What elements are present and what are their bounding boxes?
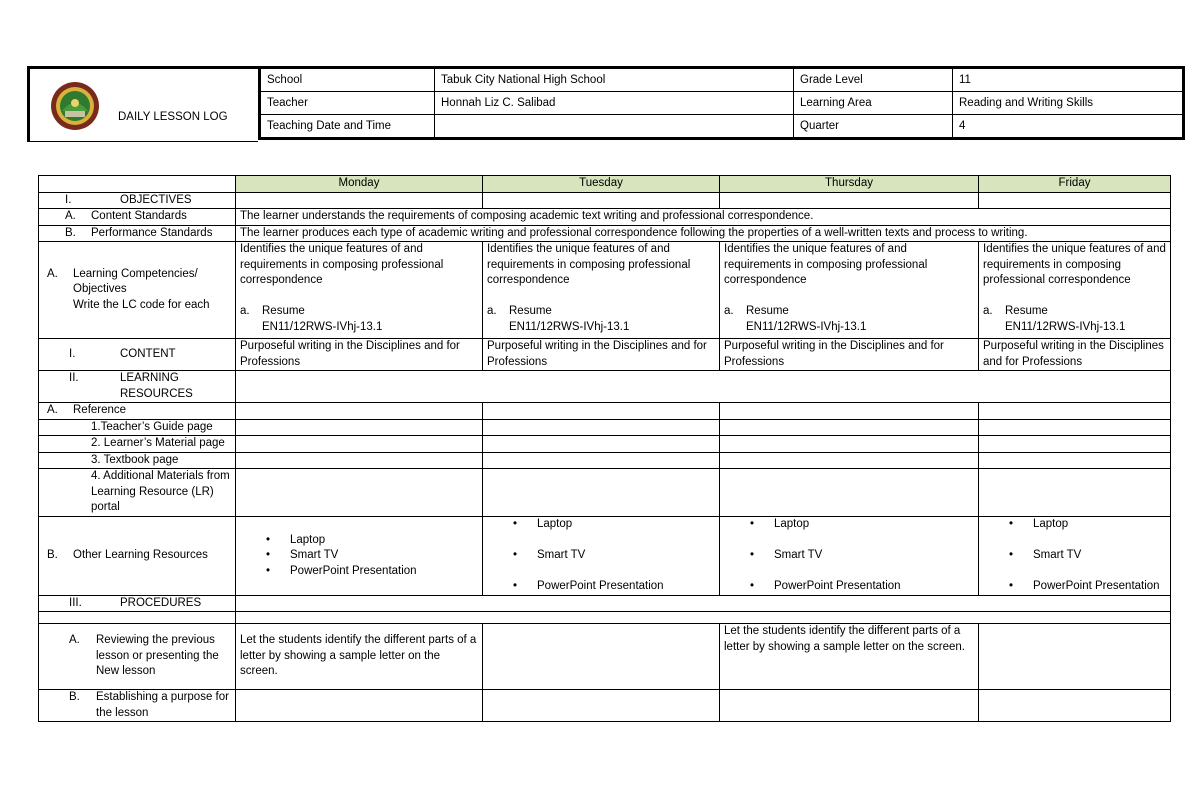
- teaching-date-value: [435, 115, 794, 139]
- competency-friday: Identifies the unique features of and requirements in composing professional correspondence a. Resume EN11/12RWS-IVhj-13.1: [979, 242, 1171, 339]
- learning-resources-label: II. LEARNING RESOURCES: [39, 371, 236, 403]
- day-header-row: [39, 176, 1171, 193]
- performance-standards-value: The learner produces each type of academic writing and professional correspondence following the properties of a well-written texts and process to writing.: [236, 225, 1171, 242]
- content-standards-row: [39, 209, 1171, 226]
- quarter-value: 4: [953, 115, 1184, 139]
- competency-monday: Identifies the unique features of and requirements in composing professional correspondence a. Resume EN11/12RWS-IVhj-13.1: [236, 242, 483, 339]
- competencies-label: A. Learning Competencies/ Objectives Write the LC code for each: [39, 242, 236, 339]
- learning-area-label: Learning Area: [794, 92, 953, 115]
- procedures-row: [39, 595, 1171, 612]
- content-tuesday: Purposeful writing in the Disciplines and for Professions: [483, 339, 720, 371]
- purpose-row: [39, 690, 1171, 722]
- list-item: • Smart TV: [724, 548, 974, 564]
- content-row: [39, 339, 1171, 371]
- list-item: • PowerPoint Presentation: [983, 579, 1166, 595]
- lesson-log-table: [38, 175, 1171, 722]
- additional-materials-row: [39, 469, 1171, 517]
- header-row: [260, 115, 1184, 139]
- textbook-row: [39, 452, 1171, 469]
- teacher-value: Honnah Liz C. Salibad: [435, 92, 794, 115]
- list-item: • Smart TV: [983, 548, 1166, 564]
- content-standards-value: The learner understands the requirements of composing academic text writing and professional correspondence.: [236, 209, 1171, 226]
- purpose-label: B. Establishing a purpose for the lesson: [39, 690, 236, 722]
- school-value: Tabuk City National High School: [435, 68, 794, 92]
- list-item: • PowerPoint Presentation: [487, 579, 715, 595]
- content-friday: Purposeful writing in the Disciplines and for Professions: [979, 339, 1171, 371]
- competency-thursday: Identifies the unique features of and requirements in composing professional correspondence a. Resume EN11/12RWS-IVhj-13.1: [720, 242, 979, 339]
- other-resources-label: B. Other Learning Resources: [39, 517, 236, 596]
- resource-list: [487, 517, 715, 595]
- objectives-heading: I. OBJECTIVES: [39, 192, 236, 209]
- spacer-row: [39, 612, 1171, 624]
- corner-cell: [39, 176, 236, 193]
- day-tuesday: Tuesday: [483, 176, 720, 193]
- textbook-label: 3. Textbook page: [39, 452, 236, 469]
- day-friday: Friday: [979, 176, 1171, 193]
- quarter-label: Quarter: [794, 115, 953, 139]
- reviewing-friday: [979, 624, 1171, 690]
- header-info-table: [258, 66, 1185, 140]
- reviewing-row: [39, 624, 1171, 690]
- content-monday: Purposeful writing in the Disciplines and for Professions: [236, 339, 483, 371]
- other-resources-monday: [236, 517, 483, 596]
- reviewing-monday: Let the students identify the different parts of a letter by showing a sample letter on the screen.: [236, 624, 483, 690]
- other-resources-thursday: [720, 517, 979, 596]
- learners-material-row: [39, 436, 1171, 453]
- grade-level-value: 11: [953, 68, 1184, 92]
- performance-standards-label: B. Performance Standards: [39, 225, 236, 242]
- school-seal-icon: [50, 81, 100, 131]
- header-row: [260, 92, 1184, 115]
- school-label: School: [260, 68, 435, 92]
- teachers-guide-row: [39, 419, 1171, 436]
- grade-level-label: Grade Level: [794, 68, 953, 92]
- list-item: • PowerPoint Presentation: [724, 579, 974, 595]
- other-resources-friday: [979, 517, 1171, 596]
- reference-row: [39, 403, 1171, 420]
- reviewing-thursday: Let the students identify the different parts of a letter by showing a sample letter on the screen.: [720, 624, 979, 690]
- teachers-guide-label: 1.Teacher’s Guide page: [39, 419, 236, 436]
- competencies-row: [39, 242, 1171, 339]
- teacher-label: Teacher: [260, 92, 435, 115]
- resource-list: [983, 517, 1166, 595]
- reviewing-tuesday: [483, 624, 720, 690]
- teaching-date-label: Teaching Date and Time: [260, 115, 435, 139]
- additional-materials-label: 4. Additional Materials from Learning Resource (LR) portal: [39, 469, 236, 517]
- other-resources-tuesday: [483, 517, 720, 596]
- performance-standards-row: [39, 225, 1171, 242]
- daily-lesson-log-title: DAILY LESSON LOG: [118, 111, 228, 123]
- list-item: • Laptop: [983, 517, 1166, 533]
- reference-label: A. Reference: [39, 403, 236, 420]
- day-thursday: Thursday: [720, 176, 979, 193]
- list-item: • Laptop: [487, 517, 715, 533]
- procedures-heading: III. PROCEDURES: [39, 595, 236, 612]
- resource-list: [240, 533, 478, 580]
- learners-material-label: 2. Learner’s Material page: [39, 436, 236, 453]
- content-thursday: Purposeful writing in the Disciplines and for Professions: [720, 339, 979, 371]
- list-item: • Laptop: [724, 517, 974, 533]
- reviewing-label: A. Reviewing the previous lesson or presenting the New lesson: [39, 624, 236, 690]
- header-row: [260, 68, 1184, 92]
- objectives-row: [39, 192, 1171, 209]
- other-resources-row: [39, 517, 1171, 596]
- list-item: • Smart TV: [487, 548, 715, 564]
- content-standards-label: A. Content Standards: [39, 209, 236, 226]
- list-item: • PowerPoint Presentation: [240, 564, 478, 580]
- learning-resources-row: [39, 371, 1171, 403]
- list-item: • Laptop: [240, 533, 478, 549]
- header-logo-cell: [27, 66, 258, 142]
- resource-list: [724, 517, 974, 595]
- competency-tuesday: Identifies the unique features of and requirements in composing professional correspondence a. Resume EN11/12RWS-IVhj-13.1: [483, 242, 720, 339]
- learning-area-value: Reading and Writing Skills: [953, 92, 1184, 115]
- content-label: I. CONTENT: [39, 339, 236, 371]
- list-item: • Smart TV: [240, 548, 478, 564]
- day-monday: Monday: [236, 176, 483, 193]
